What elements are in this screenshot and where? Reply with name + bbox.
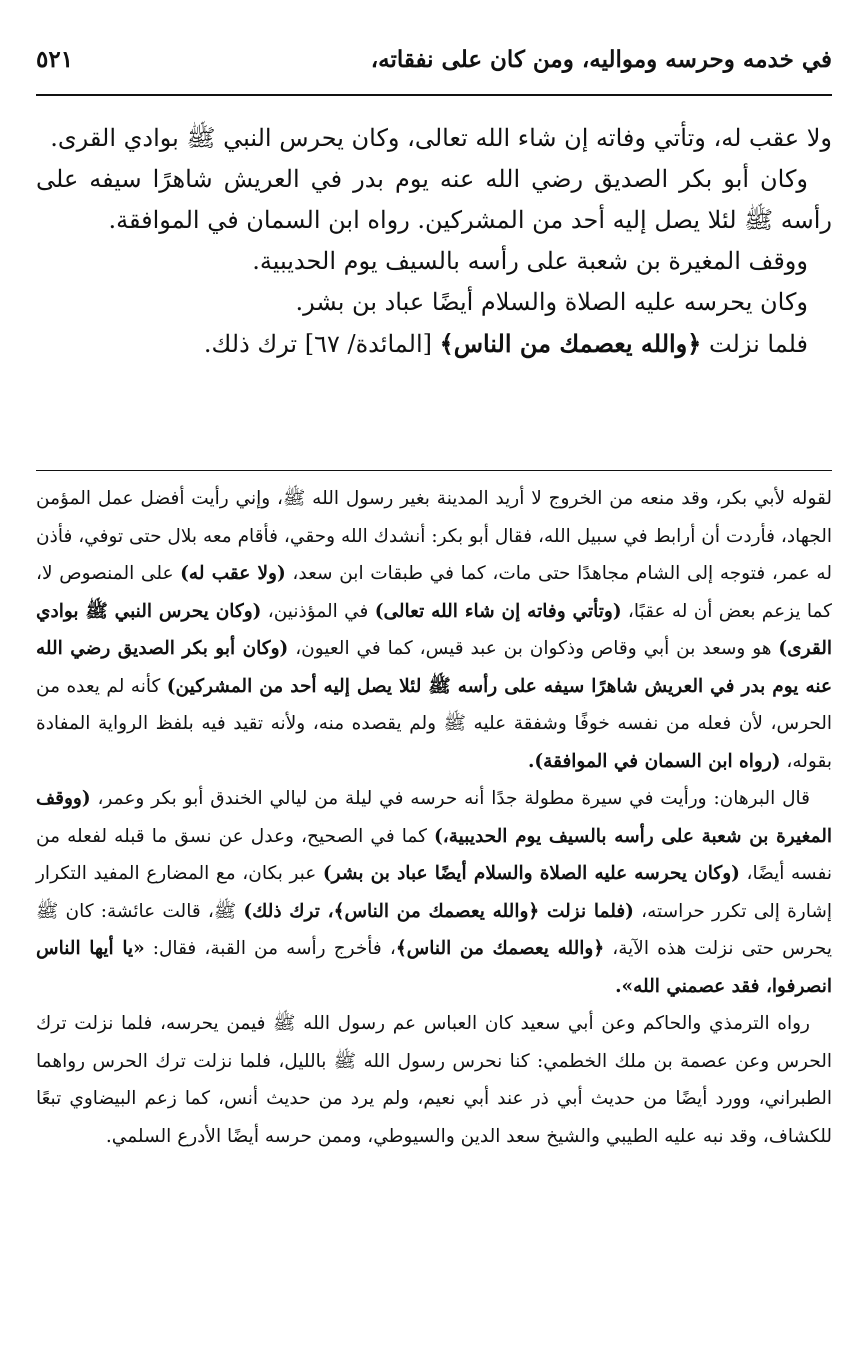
page-number: ٥٢١ [36, 46, 74, 73]
commentary-run: عبر بكان، مع المضارع المفيد التكرار إشارة إلى تكرر حراسته، [36, 863, 832, 922]
highlighted-quote: (ووقف المغيرة بن شعبة على رأسه بالسيف يوم الحديبية،) [36, 788, 832, 847]
highlighted-quote: ﴿والله يعصمك من الناس﴾ [395, 938, 605, 959]
highlighted-quote: «يا أيها الناس انصرفوا، فقد عصمني الله». [36, 938, 832, 997]
main-text-run: فلما نزلت [701, 330, 808, 358]
commentary-run: ﷺ، قالت عائشة: كان ﷺ يحرس حتى نزلت هذه الآية، [36, 900, 832, 959]
main-paragraph: وكان يحرسه عليه الصلاة والسلام أيضًا عباد بن بشر. [295, 288, 808, 316]
main-text [36, 118, 832, 365]
commentary-run: كما في الصحيح، وعدل عن نسق ما قبله لفعله من نفسه أيضًا، [36, 825, 832, 884]
highlighted-quote: (ولا عقب له) [180, 563, 286, 584]
commentary [36, 480, 832, 1155]
main-paragraph: ولا عقب له، وتأتي وفاته إن شاء الله تعالى، وكان يحرس النبي ﷺ بوادي القرى. [50, 124, 832, 152]
commentary-run: في المؤذنين، [261, 600, 375, 622]
quran-quote: ﴿والله يعصمك من الناس﴾ [439, 329, 702, 358]
commentary-paragraph [36, 780, 832, 1005]
running-header [36, 42, 832, 90]
commentary-run: ، فأخرج رأسه من القبة، فقال: [144, 938, 396, 959]
commentary-run: على المنصوص لا، كما يزعم بعض أن له عقبًا، [36, 563, 832, 622]
main-paragraph [36, 323, 832, 365]
commentary-run: لقوله لأبي بكر، وقد منعه من الخروج لا أريد المدينة بغير رسول الله ﷺ، وإني رأيت أفضل عمل المؤمن الجهاد، فأردت أن أرابط في سبيل الله، فقال أبو بكر: أنشدك الله وحقي، فأقام معه بلال حتى توفي، فأذن له عمر، فتوجه إلى الشام مجاهدًا حتى مات، كما في طبقات ابن سعد، [36, 488, 832, 584]
header-divider [36, 94, 832, 96]
highlighted-quote: (رواه ابن السمان في الموافقة). [527, 750, 781, 772]
commentary-divider [36, 470, 832, 471]
chapter-heading: في خدمه وحرسه ومواليه، ومن كان على نفقاته، [370, 46, 832, 73]
commentary-paragraph: رواه الترمذي والحاكم وعن أبي سعيد كان العباس عم رسول الله ﷺ فيمن يحرسه، فلما نزلت ترك الحرس وعن عصمة بن ملك الخطمي: كنا نحرس رسول الله ﷺ بالليل، فلما نزلت ترك الحرس رواهما الطبراني، وورد أيضًا من حديث أبي ذر عند أبي نعيم، ولم يرد من حديث أنس، كما زعم البيضاوي تبعًا للكشاف، وقد نبه عليه الطيبي والشيخ سعد الدين والسيوطي، وممن حرسه أيضًا الأدرع السلمي. [36, 1013, 832, 1147]
main-paragraph: ووقف المغيرة بن شعبة على رأسه بالسيف يوم الحديبية. [252, 247, 808, 275]
commentary-run: كأنه لم يعده من الحرس، لأن فعله من نفسه خوفًا وشفقة عليه ﷺ ولم يقصده منه، ولأنه تقيد فيه بلفظ الرواية المفادة بقوله، [36, 675, 832, 772]
commentary-paragraph [36, 480, 832, 780]
commentary-run: هو وسعد بن أبي وقاص وذكوان بن عبد قيس، كما في العيون، [288, 638, 779, 659]
highlighted-quote: (وكان يحرسه عليه الصلاة والسلام أيضًا عباد بن بشر) [322, 863, 740, 884]
highlighted-quote: (وكان أبو بكر الصديق رضي الله عنه يوم بدر في العريش شاهرًا سيفه على رأسه ﷺ لئلا يصل إليه أحد من المشركين) [36, 638, 833, 697]
commentary-run: قال البرهان: ورأيت في سيرة مطولة جدًا أنه حرسه في ليلة من ليالي الخندق أبو بكر وعمر، [90, 788, 810, 809]
highlighted-quote: (وتأتي وفاته إن شاء الله تعالى) [374, 600, 622, 622]
highlighted-quote: (فلما نزلت ﴿والله يعصمك من الناس﴾، ترك ذلك) [243, 900, 634, 922]
main-paragraph: وكان أبو بكر الصديق رضي الله عنه يوم بدر في العريش شاهرًا سيفه على رأسه ﷺ لئلا يصل إليه أحد من المشركين. رواه ابن السمان في الموافقة. [36, 165, 832, 234]
main-text-run: [المائدة/ ٦٧] ترك ذلك. [203, 330, 440, 358]
highlighted-quote: (وكان يحرس النبي ﷺ بوادي القرى) [36, 600, 832, 659]
